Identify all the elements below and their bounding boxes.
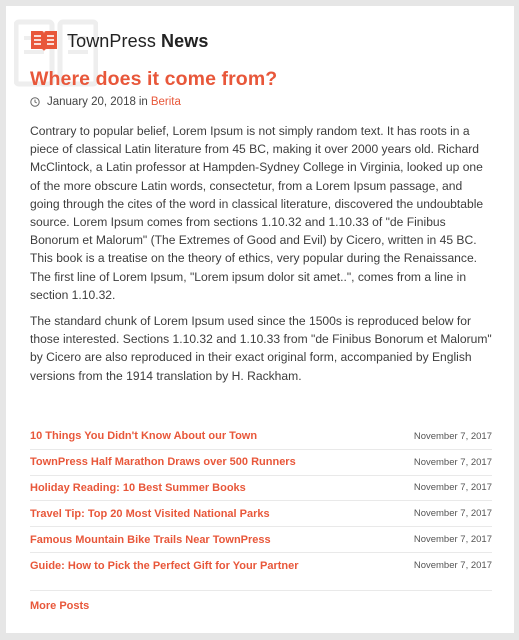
more-posts-link[interactable]: More Posts (30, 600, 90, 612)
clock-icon (30, 97, 40, 107)
site-title-light: TownPress (67, 30, 156, 51)
related-post-row (30, 424, 492, 450)
related-post-link[interactable]: Famous Mountain Bike Trails Near TownPress (30, 533, 271, 546)
more-posts-divider (30, 590, 492, 591)
open-book-icon (30, 29, 58, 53)
related-posts-list (30, 424, 492, 579)
related-post-row (30, 501, 492, 527)
related-post-row (30, 476, 492, 502)
post-meta-in: in (138, 96, 148, 108)
related-post-date: November 7, 2017 (413, 456, 492, 468)
related-post-date: November 7, 2017 (413, 508, 492, 520)
related-post-date: November 7, 2017 (413, 560, 492, 572)
related-post-link[interactable]: Travel Tip: Top 20 Most Visited National Parks (30, 507, 270, 520)
post-title[interactable]: Where does it come from? (30, 68, 278, 90)
post-category-link[interactable]: Berita (150, 96, 181, 108)
post-paragraph: Contrary to popular belief, Lorem Ipsum is not simply random text. It has roots in a piece of classical Latin literature from 45 BC, making it over 2000 years old. Richard McClintock, a Latin professor at Hampden-Sydney College in Virginia, looked up one of the more obscure Latin words, consectetur, from a Lorem Ipsum passage, and going through the cites of the word in classical literature, discovered the undoubtable source. Lorem Ipsum comes from sections 1.10.32 and 1.10.33 of "de Finibus Bonorum et Malorum" (The Extremes of Good and Evil) by Cicero, written in 45 BC. This book is a treatise on the theory of ethics, very popular during the Renaissance. The first line of Lorem Ipsum, "Lorem ipsum dolor sit amet..", comes from a line in section 1.10.32. (30, 124, 484, 302)
related-post-row (30, 450, 492, 476)
related-post-link[interactable]: Holiday Reading: 10 Best Summer Books (30, 481, 246, 494)
post-date: January 20, 2018 (47, 96, 136, 108)
news-widget-card (6, 6, 514, 633)
related-post-link[interactable]: 10 Things You Didn't Know About our Town (30, 430, 258, 443)
related-post-date: November 7, 2017 (413, 534, 492, 546)
site-header (30, 26, 208, 56)
site-title[interactable] (67, 31, 208, 52)
related-post-link[interactable]: Guide: How to Pick the Perfect Gift for Your Partner (30, 559, 299, 572)
post-paragraph: The standard chunk of Lorem Ipsum used since the 1500s is reproduced below for those interested. Sections 1.10.32 and 1.10.33 from "de Finibus Bonorum et Malorum" by Cicero are also reproduced in their exact original form, accompanied by English versions from the 1914 translation by H. Rackham. (30, 314, 492, 383)
related-post-date: November 7, 2017 (413, 482, 492, 494)
post-content (30, 122, 492, 393)
site-title-bold: News (161, 30, 209, 51)
related-post-row (30, 553, 492, 579)
post-meta (30, 96, 181, 108)
related-post-row (30, 527, 492, 553)
related-post-link[interactable]: TownPress Half Marathon Draws over 500 Runners (30, 456, 296, 469)
related-post-date: November 7, 2017 (413, 430, 492, 442)
